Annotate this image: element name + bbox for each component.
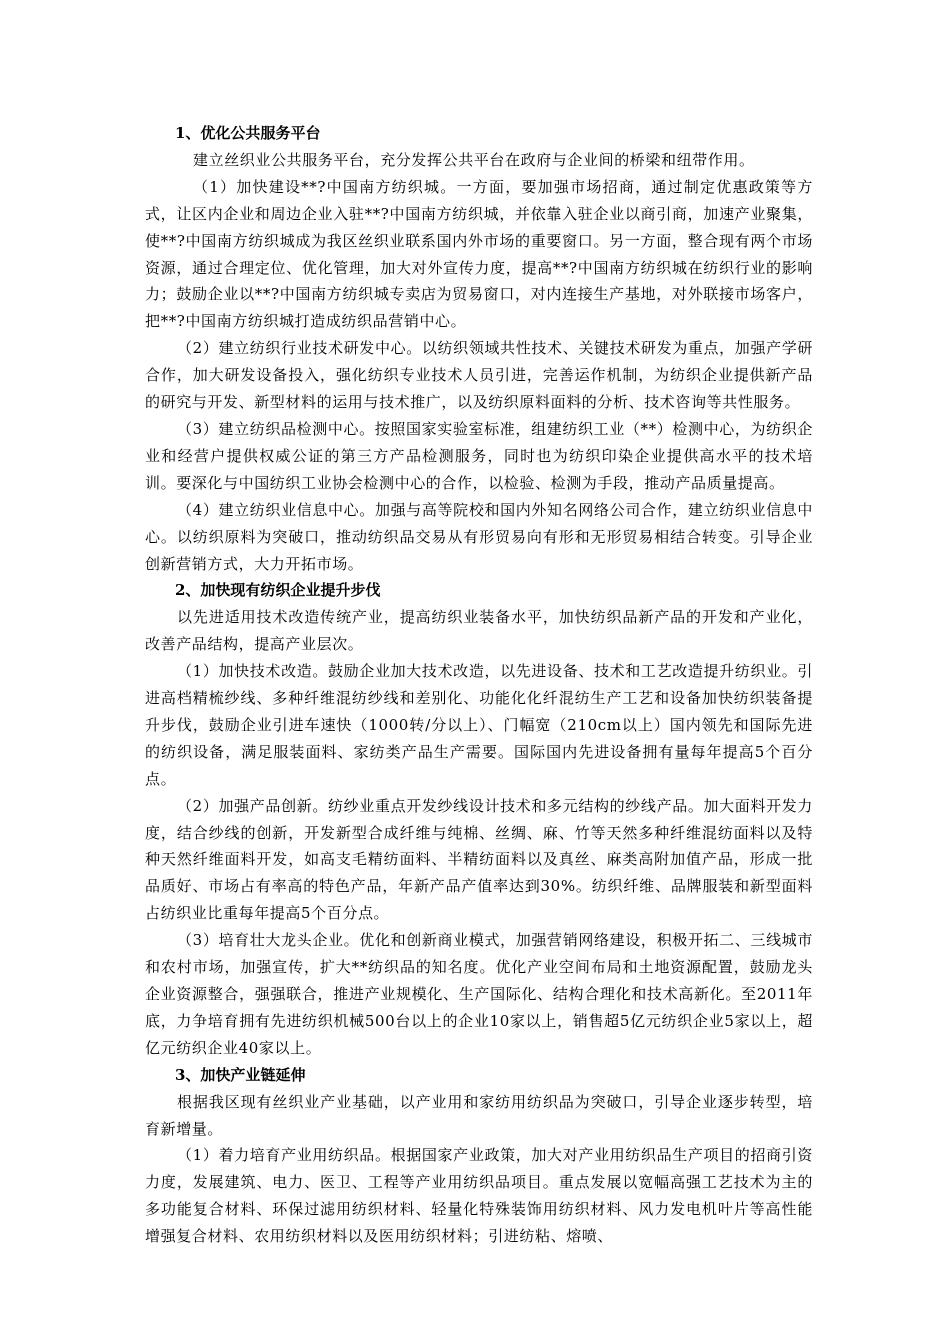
section-2 <box>145 577 813 1061</box>
section-heading: 1、优化公共服务平台 <box>175 124 321 142</box>
paragraph: （1）加快建设**?中国南方纺织城。一方面，要加强市场招商，通过制定优惠政策等方式，让区内企业和周边企业入驻**?中国南方纺织城，并依靠入驻企业以商引商，加速产业聚集，使**?中国南方纺织城成为我区丝织业联系国内外市场的重要窗口。另一方面，整合现有两个市场资源，通过合理定位、优化管理，加大对外宣传力度，提高**?中国南方纺织城在纺织行业的影响力；鼓励企业以**?中国南方纺织城专卖店为贸易窗口，对内连接生产基地，对外联接市场客户，把**?中国南方纺织城打造成纺织品营销中心。 <box>145 177 813 331</box>
paragraph: （4）建立纺织业信息中心。加强与高等院校和国内外知名网络公司合作，建立纺织业信息中心。以纺织原料为突破口，推动纺织品交易从有形贸易向有形和无形贸易相结合转变。引导企业创新营销方式，大力开拓市场。 <box>145 500 813 573</box>
paragraph: 根据我区现有丝织业产业基础，以产业用和家纺用纺织品为突破口，引导企业逐步转型，培育新增量。 <box>145 1092 813 1138</box>
document-page <box>145 120 813 1250</box>
paragraph: （2）加强产品创新。纺纱业重点开发纱线设计技术和多元结构的纱线产品。加大面料开发力度，结合纱线的创新，开发新型合成纤维与纯棉、丝绸、麻、竹等天然多种纤维混纺面料以及特种天然纤维面料开发，如高支毛精纺面料、半精纺面料以及真丝、麻类高附加值产品，形成一批品质好、市场占有率高的特色产品，年新产品产值率达到30%。纺织纤维、品牌服装和新型面料占纺织业比重每年提高5个百分点。 <box>145 796 813 923</box>
paragraph: （1）加快技术改造。鼓励企业加大技术改造，以先进设备、技术和工艺改造提升纺织业。引进高档精梳纱线、多种纤维混纺纱线和差别化、功能化化纤混纺生产工艺和设备加快纺织装备提升步伐，鼓励企业引进车速快（1000转/分以上）、门幅宽（210cm以上）国内领先和国际先进的纺织设备，满足服装面料、家纺类产品生产需要。国际国内先进设备拥有量每年提高5个百分点。 <box>145 662 813 788</box>
section-3 <box>145 1062 813 1250</box>
paragraph: 以先进适用技术改造传统产业，提高纺织业装备水平，加快纺织品新产品的开发和产业化，改善产品结构，提高产业层次。 <box>145 608 813 654</box>
paragraph: （3）建立纺织品检测中心。按照国家实验室标准，组建纺织工业（**）检测中心，为纺织企业和经营户提供权威公证的第三方产品检测服务，同时也为纺织印染企业提供高水平的技术培训。要深化与中国纺织工业协会检测中心的合作，以检验、检测为手段，推动产品质量提高。 <box>145 419 813 492</box>
section-heading: 2、加快现有纺织企业提升步伐 <box>175 581 381 600</box>
paragraph: （3）培育壮大龙头企业。优化和创新商业模式，加强营销网络建设，积极开拓二、三线城市和农村市场，加强宣传，扩大**纺织品的知名度。优化产业空间布局和土地资源配置，鼓励龙头企业资源整合，强强联合，推进产业规模化、生产国际化、结构合理化和技术高新化。至2011年底，力争培育拥有先进纺织机械500台以上的企业10家以上，销售超5亿元纺织企业5家以上，超亿元纺织企业40家以上。 <box>145 931 813 1057</box>
section-1 <box>145 120 813 577</box>
paragraph: （2）建立纺织行业技术研发中心。以纺织领域共性技术、关键技术研发为重点，加强产学研合作，加大研发设备投入，强化纺织专业技术人员引进，完善运作机制，为纺织企业提供新产品的研究与开发、新型材料的运用与技术推广，以及纺织原料面料的分析、技术咨询等共性服务。 <box>145 339 813 412</box>
section-heading: 3、加快产业链延伸 <box>175 1065 306 1084</box>
paragraph: 建立丝织业公共服务平台，充分发挥公共平台在政府与企业间的桥梁和纽带作用。 <box>193 150 755 169</box>
paragraph: （1）着力培育产业用纺织品。根据国家产业政策，加大对产业用纺织品生产项目的招商引资力度，发展建筑、电力、医卫、工程等产业用纺织品项目。重点发展以宽幅高强工艺技术为主的多功能复合材料、环保过滤用纺织材料、轻量化特殊装饰用纺织材料、风力发电机叶片等高性能增强复合材料、农用纺织材料以及医用纺织材料；引进纺粘、熔喷、 <box>145 1146 813 1246</box>
